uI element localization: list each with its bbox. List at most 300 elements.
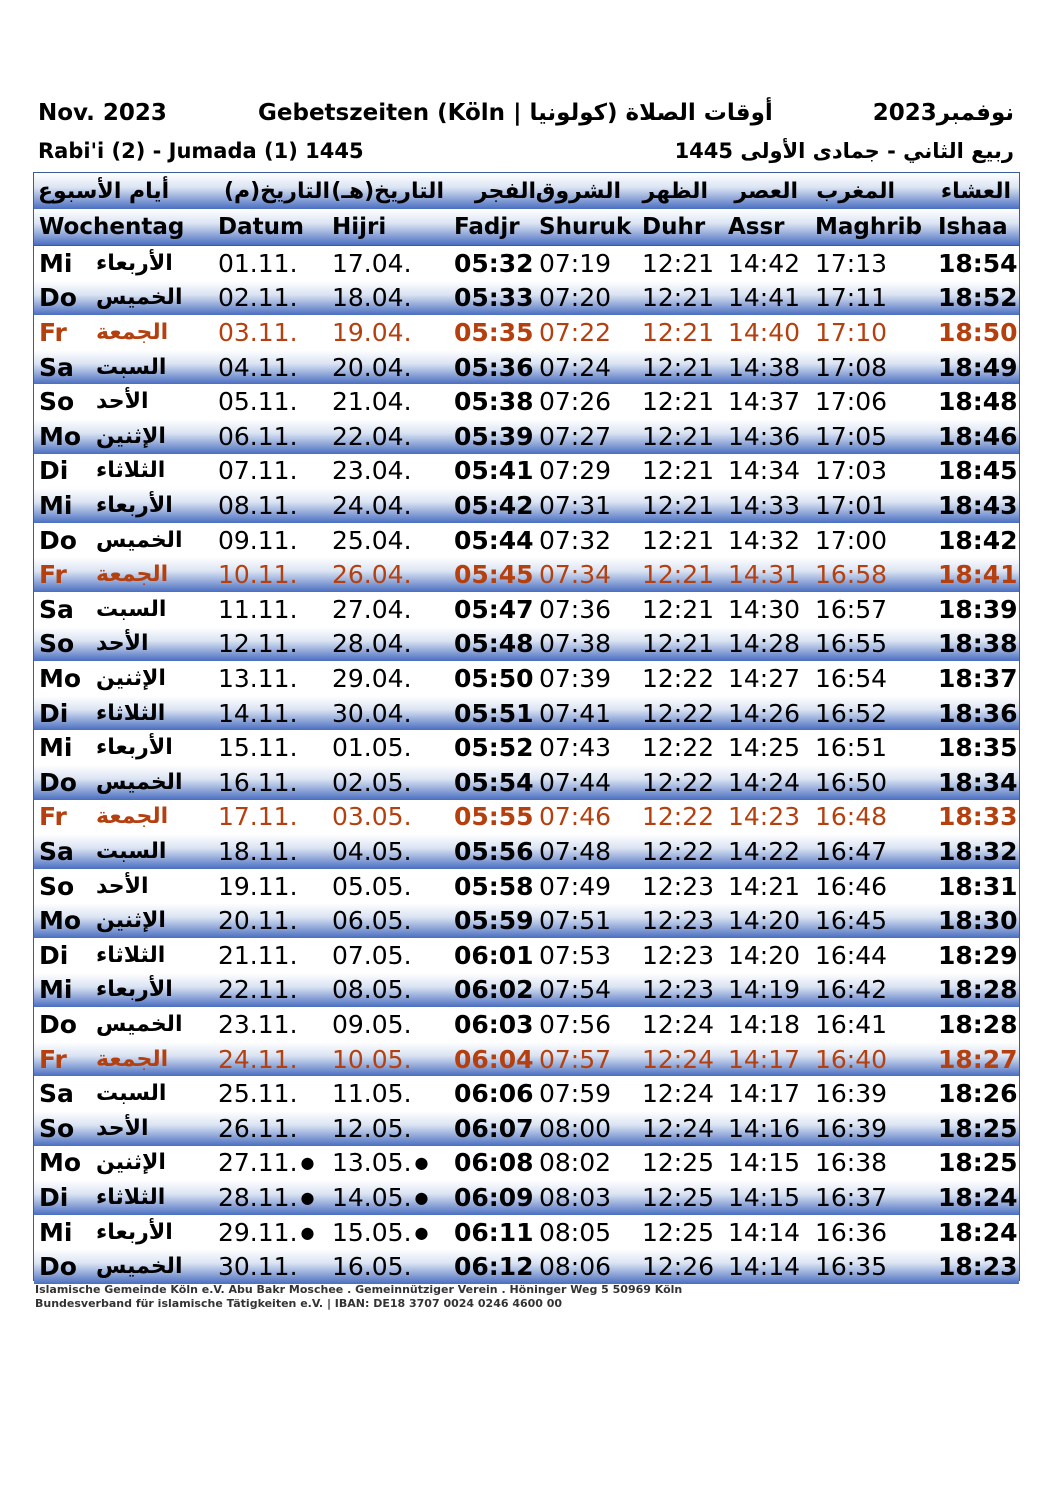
cell-fajr: 06:02	[454, 975, 534, 1005]
cell-duhr: 12:22	[642, 698, 715, 728]
hijri-months-arabic: ربيع الثاني - جمادى الأولى 1445	[674, 139, 1014, 163]
cell-isha: 18:24	[938, 1217, 1018, 1247]
cell-duhr: 12:22	[642, 767, 715, 797]
cell-weekday: Fr	[39, 802, 67, 832]
cell-date: 28.11. ●	[218, 1180, 315, 1215]
cell-hijri: 04.05.	[332, 836, 412, 866]
cell-maghrib: 17:01	[815, 490, 888, 520]
cell-duhr: 12:25	[642, 1217, 715, 1247]
cell-maghrib: 17:11	[815, 283, 888, 313]
cell-asr: 14:36	[728, 421, 801, 451]
cell-isha: 18:42	[938, 525, 1018, 555]
cell-isha: 18:49	[938, 352, 1018, 382]
cell-duhr: 12:21	[642, 317, 715, 347]
cell-date: 22.11.	[218, 975, 298, 1005]
cell-shuruk: 08:03	[539, 1182, 612, 1212]
cell-date: 26.11.	[218, 1113, 298, 1143]
cell-hijri: 29.04.	[332, 663, 412, 693]
cell-duhr: 12:21	[642, 387, 715, 417]
cell-asr: 14:31	[728, 560, 801, 590]
cell-asr: 14:21	[728, 871, 801, 901]
cell-weekday: Mo	[39, 1148, 82, 1178]
col-duhr: Duhr	[642, 214, 706, 240]
cell-isha: 18:38	[938, 629, 1018, 659]
cell-duhr: 12:22	[642, 733, 715, 763]
cell-weekday: Fr	[39, 317, 67, 347]
cell-hijri: 30.04.	[332, 698, 412, 728]
cell-hijri: 19.04.	[332, 317, 412, 347]
cell-hijri: 14.05. ●	[332, 1180, 429, 1215]
cell-shuruk: 07:56	[539, 1009, 612, 1039]
cell-maghrib: 16:48	[815, 802, 888, 832]
cell-isha: 18:34	[938, 767, 1018, 797]
cell-hijri: 25.04.	[332, 525, 412, 555]
cell-weekday-ar: الثلاثاء	[96, 1184, 166, 1210]
cell-asr: 14:25	[728, 733, 801, 763]
table-row	[34, 454, 1019, 489]
cell-weekday-ar: الخميس	[96, 527, 183, 553]
cell-shuruk: 07:19	[539, 248, 612, 278]
cell-isha: 18:39	[938, 594, 1018, 624]
cell-date: 27.11. ●	[218, 1146, 315, 1181]
cell-weekday: Mi	[39, 490, 73, 520]
cell-hijri: 17.04.	[332, 248, 412, 278]
cell-fajr: 05:42	[454, 490, 534, 520]
cell-date: 17.11.	[218, 802, 298, 832]
cell-duhr: 12:21	[642, 283, 715, 313]
table-row	[34, 765, 1019, 800]
table-row	[34, 800, 1019, 835]
cell-date: 05.11.	[218, 387, 298, 417]
cell-duhr: 12:21	[642, 352, 715, 382]
hijri-months: Rabi'i (2) - Jumada (1) 1445	[38, 139, 364, 163]
cell-asr: 14:26	[728, 698, 801, 728]
cell-asr: 14:17	[728, 1044, 801, 1074]
prayer-times-table	[33, 172, 1020, 1281]
cell-hijri: 09.05.	[332, 1009, 412, 1039]
cell-hijri: 11.05.	[332, 1079, 412, 1109]
cell-weekday-ar: السبت	[96, 838, 167, 864]
cell-weekday: Sa	[39, 594, 74, 624]
cell-hijri: 03.05.	[332, 802, 412, 832]
cell-asr: 14:15	[728, 1182, 801, 1212]
cell-date: 23.11.	[218, 1009, 298, 1039]
table-row	[34, 938, 1019, 973]
cell-hijri: 13.05. ●	[332, 1146, 429, 1181]
cell-shuruk: 07:26	[539, 387, 612, 417]
cell-maghrib: 16:39	[815, 1079, 888, 1109]
cell-hijri: 05.05.	[332, 871, 412, 901]
cell-isha: 18:29	[938, 940, 1018, 970]
cell-duhr: 12:24	[642, 1044, 715, 1074]
cell-date: 15.11.	[218, 733, 298, 763]
cell-date: 29.11. ●	[218, 1215, 315, 1250]
cell-asr: 14:14	[728, 1252, 801, 1282]
cell-fajr: 05:39	[454, 421, 534, 451]
cell-weekday: Mi	[39, 1217, 73, 1247]
cell-duhr: 12:25	[642, 1182, 715, 1212]
cell-shuruk: 07:57	[539, 1044, 612, 1074]
cell-weekday: Di	[39, 1182, 69, 1212]
cell-date: 01.11.	[218, 248, 298, 278]
table-row	[34, 419, 1019, 454]
cell-maghrib: 17:06	[815, 387, 888, 417]
cell-weekday-ar: الجمعة	[96, 562, 169, 588]
cell-shuruk: 07:34	[539, 560, 612, 590]
cell-fajr: 05:35	[454, 317, 534, 347]
cell-weekday: So	[39, 871, 75, 901]
cell-weekday-ar: الأربعاء	[96, 735, 173, 761]
cell-asr: 14:19	[728, 975, 801, 1005]
cell-weekday: Do	[39, 1009, 77, 1039]
cell-isha: 18:43	[938, 490, 1018, 520]
cell-isha: 18:54	[938, 248, 1018, 278]
cell-maghrib: 16:40	[815, 1044, 888, 1074]
cell-weekday-ar: الأحد	[96, 873, 149, 899]
cell-weekday-ar: الثلاثاء	[96, 700, 166, 726]
table-row	[34, 1111, 1019, 1146]
cell-asr: 14:34	[728, 456, 801, 486]
cell-duhr: 12:25	[642, 1148, 715, 1178]
cell-date: 20.11.	[218, 906, 298, 936]
cell-date: 08.11.	[218, 490, 298, 520]
cell-isha: 18:35	[938, 733, 1018, 763]
cell-hijri: 02.05.	[332, 767, 412, 797]
cell-asr: 14:30	[728, 594, 801, 624]
cell-hijri: 27.04.	[332, 594, 412, 624]
cell-hijri: 08.05.	[332, 975, 412, 1005]
col-date: Datum	[218, 214, 304, 240]
cell-date: 21.11.	[218, 940, 298, 970]
cell-duhr: 12:21	[642, 560, 715, 590]
cell-weekday-ar: الجمعة	[96, 319, 169, 345]
table-row	[34, 1180, 1019, 1215]
cell-date: 14.11.	[218, 698, 298, 728]
cell-maghrib: 17:08	[815, 352, 888, 382]
cell-weekday-ar: السبت	[96, 354, 167, 380]
cell-isha: 18:45	[938, 456, 1018, 486]
cell-isha: 18:23	[938, 1252, 1018, 1282]
cell-asr: 14:20	[728, 906, 801, 936]
cell-date: 02.11.	[218, 283, 298, 313]
cell-date: 18.11.	[218, 836, 298, 866]
table-row	[34, 315, 1019, 350]
table-row	[34, 1007, 1019, 1042]
col-shuruk-ar: الشروق	[535, 178, 621, 204]
cell-hijri: 20.04.	[332, 352, 412, 382]
cell-weekday-ar: الأربعاء	[96, 1219, 173, 1245]
table-row	[34, 696, 1019, 731]
cell-shuruk: 07:31	[539, 490, 612, 520]
cell-shuruk: 07:41	[539, 698, 612, 728]
cell-hijri: 16.05.	[332, 1252, 412, 1282]
cell-maghrib: 16:41	[815, 1009, 888, 1039]
cell-isha: 18:52	[938, 283, 1018, 313]
cell-duhr: 12:22	[642, 802, 715, 832]
cell-isha: 18:50	[938, 317, 1018, 347]
cell-hijri: 18.04.	[332, 283, 412, 313]
cell-weekday-ar: الخميس	[96, 285, 183, 311]
cell-weekday-ar: الأحد	[96, 389, 149, 415]
cell-isha: 18:37	[938, 663, 1018, 693]
cell-fajr: 05:55	[454, 802, 534, 832]
cell-duhr: 12:21	[642, 525, 715, 555]
cell-fajr: 06:04	[454, 1044, 534, 1074]
cell-weekday-ar: الأربعاء	[96, 977, 173, 1003]
cell-duhr: 12:23	[642, 906, 715, 936]
col-weekday: Wochentag	[39, 214, 185, 240]
cell-weekday-ar: الأحد	[96, 1115, 149, 1141]
cell-shuruk: 07:22	[539, 317, 612, 347]
table-row	[34, 661, 1019, 696]
cell-weekday-ar: الأحد	[96, 631, 149, 657]
cell-shuruk: 07:44	[539, 767, 612, 797]
cell-shuruk: 07:20	[539, 283, 612, 313]
cell-date: 30.11.	[218, 1252, 298, 1282]
cell-hijri: 24.04.	[332, 490, 412, 520]
cell-weekday: Mi	[39, 733, 73, 763]
footer	[35, 1283, 682, 1311]
table-row	[34, 869, 1019, 904]
cell-weekday-ar: السبت	[96, 596, 167, 622]
cell-shuruk: 07:29	[539, 456, 612, 486]
cell-asr: 14:27	[728, 663, 801, 693]
cell-weekday: Mi	[39, 975, 73, 1005]
cell-asr: 14:20	[728, 940, 801, 970]
footer-line-2: Bundesverband für islamische Tätigkeiten e.V. | IBAN: DE18 3707 0024 0246 4600 00	[35, 1297, 563, 1310]
cell-asr: 14:38	[728, 352, 801, 382]
table-row	[34, 1146, 1019, 1181]
cell-shuruk: 07:54	[539, 975, 612, 1005]
cell-duhr: 12:26	[642, 1252, 715, 1282]
cell-fajr: 06:12	[454, 1252, 534, 1282]
cell-duhr: 12:23	[642, 871, 715, 901]
cell-isha: 18:27	[938, 1044, 1018, 1074]
cell-fajr: 05:41	[454, 456, 534, 486]
cell-shuruk: 08:00	[539, 1113, 612, 1143]
cell-date: 19.11.	[218, 871, 298, 901]
cell-shuruk: 07:49	[539, 871, 612, 901]
cell-hijri: 15.05. ●	[332, 1215, 429, 1250]
cell-asr: 14:40	[728, 317, 801, 347]
cell-fajr: 06:03	[454, 1009, 534, 1039]
cell-isha: 18:26	[938, 1079, 1018, 1109]
cell-date: 13.11.	[218, 663, 298, 693]
cell-weekday: So	[39, 387, 75, 417]
cell-asr: 14:41	[728, 283, 801, 313]
table-row	[34, 281, 1019, 316]
cell-maghrib: 16:36	[815, 1217, 888, 1247]
col-asr: Assr	[728, 214, 785, 240]
cell-weekday-ar: الخميس	[96, 1011, 183, 1037]
cell-isha: 18:32	[938, 836, 1018, 866]
cell-maghrib: 16:54	[815, 663, 888, 693]
cell-asr: 14:37	[728, 387, 801, 417]
cell-date: 04.11.	[218, 352, 298, 382]
cell-hijri: 23.04.	[332, 456, 412, 486]
cell-maghrib: 16:45	[815, 906, 888, 936]
col-asr-ar: العصر	[734, 178, 798, 204]
cell-weekday-ar: الإثنين	[96, 908, 166, 934]
cell-maghrib: 16:37	[815, 1182, 888, 1212]
cell-isha: 18:24	[938, 1182, 1018, 1212]
col-duhr-ar: الظهر	[642, 178, 708, 204]
table-row	[34, 488, 1019, 523]
col-fajr-ar: الفجر	[474, 178, 536, 204]
cell-maghrib: 16:51	[815, 733, 888, 763]
cell-asr: 14:42	[728, 248, 801, 278]
table-row	[34, 1249, 1019, 1284]
cell-shuruk: 07:59	[539, 1079, 612, 1109]
cell-weekday: Fr	[39, 1044, 67, 1074]
cell-weekday-ar: الإثنين	[96, 423, 166, 449]
cell-date: 10.11.	[218, 560, 298, 590]
cell-duhr: 12:24	[642, 1009, 715, 1039]
cell-duhr: 12:22	[642, 663, 715, 693]
col-hijri: Hijri	[332, 214, 387, 240]
cell-hijri: 06.05.	[332, 906, 412, 936]
cell-maghrib: 16:50	[815, 767, 888, 797]
cell-date: 16.11.	[218, 767, 298, 797]
cell-isha: 18:25	[938, 1113, 1018, 1143]
table-row	[34, 834, 1019, 869]
cell-weekday-ar: الأربعاء	[96, 250, 173, 276]
cell-fajr: 05:47	[454, 594, 534, 624]
table-header	[34, 209, 1019, 246]
cell-date: 25.11.	[218, 1079, 298, 1109]
month-title-arabic: نوفمبر2023	[872, 100, 1014, 126]
cell-hijri: 22.04.	[332, 421, 412, 451]
cell-duhr: 12:21	[642, 248, 715, 278]
cell-hijri: 28.04.	[332, 629, 412, 659]
cell-duhr: 12:21	[642, 456, 715, 486]
cell-asr: 14:33	[728, 490, 801, 520]
cell-weekday-ar: الخميس	[96, 1254, 183, 1280]
cell-date: 11.11.	[218, 594, 298, 624]
cell-weekday-ar: الجمعة	[96, 1046, 169, 1072]
cell-fajr: 05:54	[454, 767, 534, 797]
cell-maghrib: 16:42	[815, 975, 888, 1005]
cell-fajr: 06:06	[454, 1079, 534, 1109]
table-row	[34, 627, 1019, 662]
cell-date: 03.11.	[218, 317, 298, 347]
cell-maghrib: 16:58	[815, 560, 888, 590]
cell-fajr: 05:44	[454, 525, 534, 555]
cell-weekday: Sa	[39, 836, 74, 866]
cell-maghrib: 16:39	[815, 1113, 888, 1143]
cell-weekday: So	[39, 1113, 75, 1143]
col-fajr: Fadjr	[454, 214, 520, 240]
cell-date: 07.11.	[218, 456, 298, 486]
cell-asr: 14:14	[728, 1217, 801, 1247]
cell-isha: 18:48	[938, 387, 1018, 417]
table-row	[34, 523, 1019, 558]
cell-fajr: 06:07	[454, 1113, 534, 1143]
cell-maghrib: 16:52	[815, 698, 888, 728]
cell-isha: 18:46	[938, 421, 1018, 451]
cell-weekday-ar: الأربعاء	[96, 492, 173, 518]
cell-duhr: 12:23	[642, 940, 715, 970]
cell-hijri: 21.04.	[332, 387, 412, 417]
cell-shuruk: 08:02	[539, 1148, 612, 1178]
cell-weekday: Di	[39, 456, 69, 486]
cell-isha: 18:25	[938, 1148, 1018, 1178]
cell-weekday: So	[39, 629, 75, 659]
col-maghrib: Maghrib	[815, 214, 922, 240]
cell-maghrib: 16:38	[815, 1148, 888, 1178]
cell-asr: 14:15	[728, 1148, 801, 1178]
cell-weekday-ar: الجمعة	[96, 804, 169, 830]
cell-shuruk: 07:27	[539, 421, 612, 451]
cell-isha: 18:31	[938, 871, 1018, 901]
cell-fajr: 05:58	[454, 871, 534, 901]
cell-date: 12.11.	[218, 629, 298, 659]
cell-asr: 14:16	[728, 1113, 801, 1143]
cell-shuruk: 07:51	[539, 906, 612, 936]
cell-weekday-ar: الثلاثاء	[96, 458, 166, 484]
cell-hijri: 01.05.	[332, 733, 412, 763]
cell-isha: 18:28	[938, 975, 1018, 1005]
cell-maghrib: 16:44	[815, 940, 888, 970]
cell-maghrib: 16:46	[815, 871, 888, 901]
cell-weekday: Di	[39, 698, 69, 728]
cell-asr: 14:28	[728, 629, 801, 659]
col-date-ar: التاريخ(م)	[223, 178, 330, 204]
cell-fajr: 06:11	[454, 1217, 534, 1247]
cell-weekday-ar: الثلاثاء	[96, 942, 166, 968]
cell-duhr: 12:22	[642, 836, 715, 866]
cell-weekday: Do	[39, 283, 77, 313]
cell-shuruk: 07:32	[539, 525, 612, 555]
page-title: Gebetszeiten (Köln | كولونيا) أوقات الصلاة	[258, 100, 773, 126]
col-maghrib-ar: المغرب	[816, 178, 895, 204]
cell-fajr: 05:50	[454, 663, 534, 693]
cell-hijri: 12.05.	[332, 1113, 412, 1143]
cell-fajr: 05:38	[454, 387, 534, 417]
table-row	[34, 1215, 1019, 1250]
cell-maghrib: 16:55	[815, 629, 888, 659]
cell-hijri: 26.04.	[332, 560, 412, 590]
cell-shuruk: 07:38	[539, 629, 612, 659]
cell-fajr: 05:33	[454, 283, 534, 313]
cell-isha: 18:36	[938, 698, 1018, 728]
cell-asr: 14:23	[728, 802, 801, 832]
cell-fajr: 06:08	[454, 1148, 534, 1178]
cell-fajr: 05:32	[454, 248, 534, 278]
cell-fajr: 05:59	[454, 906, 534, 936]
cell-duhr: 12:23	[642, 975, 715, 1005]
cell-fajr: 05:45	[454, 560, 534, 590]
cell-asr: 14:22	[728, 836, 801, 866]
cell-duhr: 12:21	[642, 594, 715, 624]
cell-weekday: Mo	[39, 421, 82, 451]
cell-weekday: Do	[39, 767, 77, 797]
cell-hijri: 07.05.	[332, 940, 412, 970]
table-row	[34, 1042, 1019, 1077]
cell-hijri: 10.05.	[332, 1044, 412, 1074]
cell-shuruk: 08:05	[539, 1217, 612, 1247]
cell-date: 06.11.	[218, 421, 298, 451]
cell-duhr: 12:24	[642, 1079, 715, 1109]
cell-weekday-ar: الإثنين	[96, 1150, 166, 1176]
month-title: Nov. 2023	[38, 100, 167, 126]
table-row	[34, 592, 1019, 627]
cell-duhr: 12:21	[642, 490, 715, 520]
cell-asr: 14:18	[728, 1009, 801, 1039]
cell-duhr: 12:21	[642, 629, 715, 659]
cell-shuruk: 07:43	[539, 733, 612, 763]
cell-fajr: 05:52	[454, 733, 534, 763]
